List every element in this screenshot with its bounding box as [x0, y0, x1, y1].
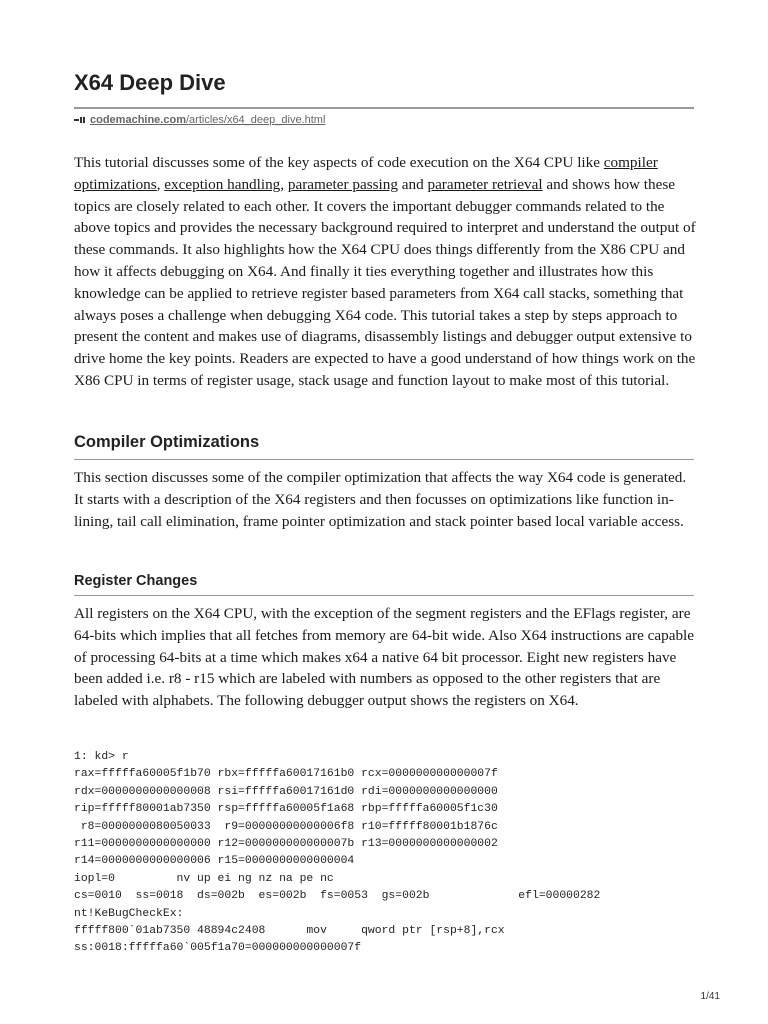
- subsection-heading-register-changes: Register Changes: [74, 573, 198, 589]
- source-url-link[interactable]: [90, 114, 325, 126]
- link-parameter-retrieval[interactable]: parameter retrieval: [427, 175, 543, 193]
- page-title: X64 Deep Dive: [74, 70, 226, 95]
- page-number: 1/41: [700, 991, 720, 1002]
- title-divider: [74, 107, 694, 109]
- subsection-divider: [74, 595, 694, 596]
- section-heading-compiler-optimizations: Compiler Optimizations: [74, 433, 260, 451]
- link-exception-handling[interactable]: exception handling: [164, 175, 281, 193]
- debugger-output-listing: 1: kd> r rax=fffffa60005f1b70 rbx=fffffa60017161b0 rcx=000000000000007f rdx=0000000000000008 rsi=fffffa60017161d0 rdi=0000000000000000 rip=fffff80001ab7350 rsp=fffffa60005f1a68 rbp=fffffa60005f1c30 r8=0000000080050033 r9=00000000000006f8 r10=fffff80001b1876c r11=0000000000000000 r12=000000000000007b r13=0000000000000002 r14=0000000000000006 r15=0000000000000004 iopl=0 nv up ei ng nz na pe nc cs=0010 ss=0018 ds=002b es=002b fs=0053 gs=002b efl=00000282 nt!KeBugCheckEx: fffff800`01ab7350 48894c2408 mov qword ptr [rsp+8],rcx ss:0018:fffffa60`005f1a70=000000000000007f: [74, 751, 601, 955]
- intro-text-start: This tutorial discusses some of the key aspects of code execution on the X64 CPU like: [74, 154, 604, 171]
- site-logo-icon: [74, 117, 85, 123]
- intro-text-end: and shows how these topics are closely related to each other. It covers the important debugger commands related to the above topics and provides the necessary background required to interpret and understand the output of these commands. It also highlights how the X64 CPU does things differently from the X86 CPU and how it affects debugging on X64. And finally it ties everything together and illustrates how this knowledge can be applied to retrieve register based parameters from X64 call stacks, something that always poses a challenge when debugging X64 code. This tutorial takes a step by steps approach to present the content and makes use of diagrams, disassembly listings and debugger output extensive to drive home the key points. Readers are expected to have a good understand of how things work on the X86 CPU in terms of register usage, stack usage and function layout to make most of this tutorial.: [74, 175, 696, 389]
- source-domain: codemachine.com: [90, 114, 186, 126]
- compiler-paragraph: This section discusses some of the compiler optimization that affects the way X64 code is generated. It starts with a description of the X64 registers and then focusses on optimizations like function in-lining, tail call elimination, frame pointer optimization and stack pointer based local variable access.: [74, 469, 687, 530]
- intro-paragraph: [74, 152, 698, 392]
- link-parameter-passing[interactable]: parameter passing: [287, 175, 398, 193]
- intro-sep: ,: [156, 175, 165, 193]
- intro-and: and: [397, 175, 428, 193]
- source-line: [74, 114, 325, 126]
- intro-sep: ,: [280, 175, 288, 193]
- link-compiler-optimizations[interactable]: compiler optimizations: [74, 154, 658, 193]
- source-path: /articles/x64_deep_dive.html: [185, 114, 326, 126]
- register-paragraph: All registers on the X64 CPU, with the exception of the segment registers and the EFlags register, are 64-bits which implies that all fetches from memory are 64-bit wide. Also X64 instructions are capable of processing 64-bits at a time which makes x64 a native 64 bit processor. Eight new registers have been added i.e. r8 - r15 which are labeled with numbers as opposed to the other registers that are labeled with alphabets. The following debugger output shows the registers on X64.: [74, 605, 694, 710]
- section-divider: [74, 459, 694, 460]
